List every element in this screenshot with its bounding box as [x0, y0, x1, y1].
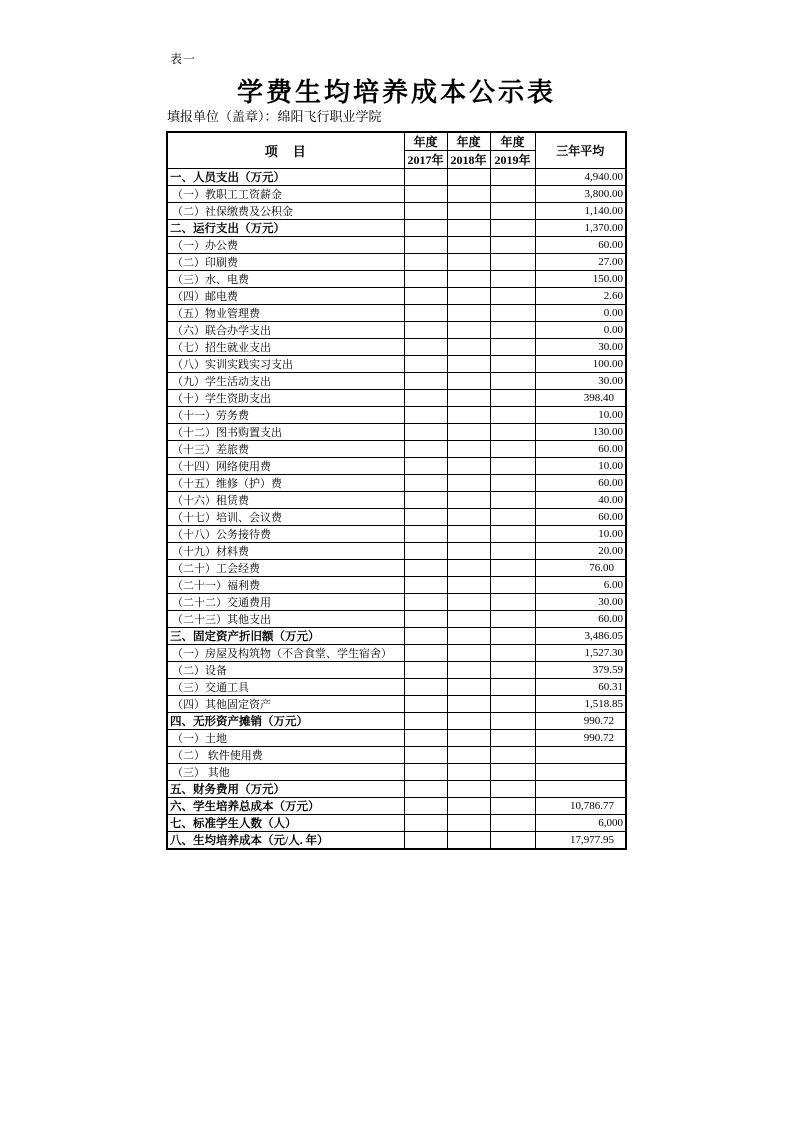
three-year-average-cell: 10.00	[535, 526, 626, 543]
item-label-cell: （二十三）其他支出	[167, 611, 404, 628]
item-label-cell: 七、标准学生人数（人）	[167, 815, 404, 832]
year-2019-value-cell	[490, 390, 535, 407]
year-2017-value-cell	[404, 747, 447, 764]
item-label-cell: （十五）维修（护）费	[167, 475, 404, 492]
item-label-cell: （二）印刷费	[167, 254, 404, 271]
year-2018-value-cell	[447, 730, 490, 747]
year-2018-value-cell	[447, 713, 490, 730]
three-year-average-cell: 1,527.30	[535, 645, 626, 662]
year-2017-value-cell	[404, 594, 447, 611]
table-row	[167, 492, 626, 509]
year-2017-value-cell	[404, 713, 447, 730]
year-2018-value-cell	[447, 662, 490, 679]
table-row	[167, 373, 626, 390]
year-2017-value-cell	[404, 798, 447, 815]
item-label-cell: （十二）图书购置支出	[167, 424, 404, 441]
year-2017-value-cell	[404, 815, 447, 832]
year-2018-value-cell	[447, 679, 490, 696]
three-year-average-cell: 100.00	[535, 356, 626, 373]
table-row	[167, 815, 626, 832]
table-row	[167, 407, 626, 424]
three-year-average-cell: 60.31	[535, 679, 626, 696]
item-label-cell: （十八）公务接待费	[167, 526, 404, 543]
table-row	[167, 662, 626, 679]
table-row	[167, 628, 626, 645]
table-row	[167, 526, 626, 543]
year-2017-value-cell	[404, 662, 447, 679]
item-label-cell: （二）社保缴费及公积金	[167, 203, 404, 220]
item-label-cell: （九）学生活动支出	[167, 373, 404, 390]
year-2019-value-cell	[490, 458, 535, 475]
year-2018-value-cell	[447, 169, 490, 186]
table-row	[167, 203, 626, 220]
year-2018-value-cell	[447, 815, 490, 832]
year-2019-value-cell	[490, 373, 535, 390]
year-2019-value-cell	[490, 220, 535, 237]
item-label-cell: （二）设备	[167, 662, 404, 679]
year-2019-value-cell	[490, 798, 535, 815]
year-2017-value-cell	[404, 339, 447, 356]
year-2019-value-cell	[490, 594, 535, 611]
year-2018-value-cell	[447, 611, 490, 628]
table-row	[167, 781, 626, 798]
table-row	[167, 356, 626, 373]
item-label-cell: 二、运行支出（万元）	[167, 220, 404, 237]
year-header: 年度	[404, 132, 447, 151]
table-row	[167, 288, 626, 305]
year-2018-value-cell	[447, 509, 490, 526]
year-2018-value-cell	[447, 628, 490, 645]
table-row	[167, 254, 626, 271]
item-label-cell: （一）办公费	[167, 237, 404, 254]
year-2017-value-cell	[404, 730, 447, 747]
year-2019-header: 2019年	[490, 151, 535, 169]
item-label-cell: （二十一）福利费	[167, 577, 404, 594]
three-year-average-cell: 30.00	[535, 339, 626, 356]
year-2019-value-cell	[490, 203, 535, 220]
three-year-average-cell	[535, 781, 626, 798]
table-row	[167, 645, 626, 662]
table-row	[167, 560, 626, 577]
three-year-average-cell: 379.59	[535, 662, 626, 679]
year-2019-value-cell	[490, 441, 535, 458]
year-2017-value-cell	[404, 288, 447, 305]
three-year-average-cell	[535, 747, 626, 764]
table-row	[167, 764, 626, 781]
item-label-cell: （三）交通工具	[167, 679, 404, 696]
three-year-average-cell: 17,977.95	[535, 832, 626, 850]
three-year-average-cell: 4,940.00	[535, 169, 626, 186]
three-year-average-cell: 20.00	[535, 543, 626, 560]
year-2017-value-cell	[404, 322, 447, 339]
year-2017-value-cell	[404, 373, 447, 390]
year-header: 年度	[447, 132, 490, 151]
table-row	[167, 832, 626, 850]
item-label-cell: （一）土地	[167, 730, 404, 747]
year-2017-value-cell	[404, 169, 447, 186]
item-label-cell: （十）学生资助支出	[167, 390, 404, 407]
year-2019-value-cell	[490, 509, 535, 526]
item-label-cell: （八）实训实践实习支出	[167, 356, 404, 373]
year-2019-value-cell	[490, 730, 535, 747]
year-2017-value-cell	[404, 458, 447, 475]
year-2019-value-cell	[490, 407, 535, 424]
item-label-cell: （五）物业管理费	[167, 305, 404, 322]
three-year-average-cell: 1,370.00	[535, 220, 626, 237]
year-2018-value-cell	[447, 441, 490, 458]
table-row	[167, 186, 626, 203]
year-2018-value-cell	[447, 186, 490, 203]
year-2019-value-cell	[490, 492, 535, 509]
year-2019-value-cell	[490, 186, 535, 203]
item-label-cell: （三）水、电费	[167, 271, 404, 288]
year-2018-value-cell	[447, 288, 490, 305]
year-2017-value-cell	[404, 441, 447, 458]
year-2018-value-cell	[447, 492, 490, 509]
year-2018-value-cell	[447, 203, 490, 220]
three-year-average-cell: 60.00	[535, 475, 626, 492]
three-year-average-cell	[535, 764, 626, 781]
table-row	[167, 679, 626, 696]
year-2017-value-cell	[404, 356, 447, 373]
year-2019-value-cell	[490, 339, 535, 356]
item-label-cell: 八、生均培养成本（元/人. 年）	[167, 832, 404, 850]
year-2018-value-cell	[447, 747, 490, 764]
item-label-cell: （十一）劳务费	[167, 407, 404, 424]
table-row	[167, 798, 626, 815]
cost-table-header	[167, 132, 626, 169]
table-row	[167, 509, 626, 526]
page-title: 学费生均培养成本公示表	[236, 78, 556, 107]
average-column-header: 三年平均	[535, 132, 626, 169]
year-2019-value-cell	[490, 679, 535, 696]
year-2018-value-cell	[447, 696, 490, 713]
year-2017-value-cell	[404, 611, 447, 628]
item-label-cell: （三） 其他	[167, 764, 404, 781]
year-2018-value-cell	[447, 339, 490, 356]
year-2019-value-cell	[490, 815, 535, 832]
year-2019-value-cell	[490, 424, 535, 441]
three-year-average-cell: 3,486.05	[535, 628, 626, 645]
year-2017-value-cell	[404, 832, 447, 850]
three-year-average-cell: 76.00	[535, 560, 626, 577]
three-year-average-cell: 10.00	[535, 407, 626, 424]
year-2017-value-cell	[404, 679, 447, 696]
year-2019-value-cell	[490, 356, 535, 373]
table-row	[167, 577, 626, 594]
table-row	[167, 696, 626, 713]
year-2019-value-cell	[490, 322, 535, 339]
item-label-cell: （六）联合办学支出	[167, 322, 404, 339]
year-2018-value-cell	[447, 645, 490, 662]
three-year-average-cell: 10.00	[535, 458, 626, 475]
three-year-average-cell: 6,000	[535, 815, 626, 832]
three-year-average-cell: 990.72	[535, 713, 626, 730]
three-year-average-cell: 0.00	[535, 305, 626, 322]
year-2017-value-cell	[404, 628, 447, 645]
year-2018-value-cell	[447, 254, 490, 271]
item-label-cell: 五、财务费用（万元）	[167, 781, 404, 798]
year-2019-value-cell	[490, 254, 535, 271]
year-2019-value-cell	[490, 747, 535, 764]
three-year-average-cell: 1,518.85	[535, 696, 626, 713]
year-2018-value-cell	[447, 220, 490, 237]
table-row	[167, 713, 626, 730]
year-2019-value-cell	[490, 288, 535, 305]
year-2019-value-cell	[490, 781, 535, 798]
year-2017-header: 2017年	[404, 151, 447, 169]
table-row	[167, 441, 626, 458]
year-2017-value-cell	[404, 509, 447, 526]
reporting-unit-line: 填报单位（盖章）：绵阳飞行职业学院	[167, 109, 382, 124]
three-year-average-cell: 60.00	[535, 611, 626, 628]
three-year-average-cell: 60.00	[535, 237, 626, 254]
year-2018-value-cell	[447, 798, 490, 815]
item-label-cell: （二十二）交通费用	[167, 594, 404, 611]
year-2017-value-cell	[404, 424, 447, 441]
year-2018-value-cell	[447, 832, 490, 850]
three-year-average-cell: 150.00	[535, 271, 626, 288]
year-2018-value-cell	[447, 373, 490, 390]
three-year-average-cell: 2.60	[535, 288, 626, 305]
item-label-cell: 三、固定资产折旧额（万元）	[167, 628, 404, 645]
three-year-average-cell: 6.00	[535, 577, 626, 594]
year-2017-value-cell	[404, 407, 447, 424]
table-row	[167, 220, 626, 237]
item-label-cell: （四）邮电费	[167, 288, 404, 305]
table-row	[167, 611, 626, 628]
three-year-average-cell: 398.40	[535, 390, 626, 407]
item-label-cell: （十九）材料费	[167, 543, 404, 560]
item-label-cell: （十六）租赁费	[167, 492, 404, 509]
table-row	[167, 169, 626, 186]
year-2018-value-cell	[447, 764, 490, 781]
year-2019-value-cell	[490, 237, 535, 254]
item-label-cell: （二） 软件使用费	[167, 747, 404, 764]
year-2019-value-cell	[490, 271, 535, 288]
table-row	[167, 594, 626, 611]
table-row	[167, 730, 626, 747]
year-2019-value-cell	[490, 645, 535, 662]
year-2019-value-cell	[490, 764, 535, 781]
year-2017-value-cell	[404, 560, 447, 577]
table-number-label: 表一	[170, 52, 197, 66]
item-label-cell: （十四）网络使用费	[167, 458, 404, 475]
three-year-average-cell: 990.72	[535, 730, 626, 747]
year-2017-value-cell	[404, 254, 447, 271]
three-year-average-cell: 0.00	[535, 322, 626, 339]
year-2018-value-cell	[447, 560, 490, 577]
item-label-cell: （四）其他固定资产	[167, 696, 404, 713]
year-2018-value-cell	[447, 407, 490, 424]
item-label-cell: （十三）差旅费	[167, 441, 404, 458]
table-row	[167, 339, 626, 356]
year-2017-value-cell	[404, 390, 447, 407]
item-label-cell: （一）教职工工资薪金	[167, 186, 404, 203]
item-label-cell: 六、学生培养总成本（万元）	[167, 798, 404, 815]
year-2018-value-cell	[447, 237, 490, 254]
table-row	[167, 424, 626, 441]
year-2017-value-cell	[404, 781, 447, 798]
year-2018-value-cell	[447, 543, 490, 560]
year-2019-value-cell	[490, 577, 535, 594]
cost-table-body	[167, 169, 626, 850]
year-2019-value-cell	[490, 662, 535, 679]
item-label-cell: （二十）工会经费	[167, 560, 404, 577]
year-2017-value-cell	[404, 186, 447, 203]
year-2018-value-cell	[447, 781, 490, 798]
year-2018-value-cell	[447, 424, 490, 441]
table-row	[167, 305, 626, 322]
year-2017-value-cell	[404, 696, 447, 713]
three-year-average-cell: 40.00	[535, 492, 626, 509]
table-row	[167, 475, 626, 492]
year-2017-value-cell	[404, 237, 447, 254]
year-2019-value-cell	[490, 713, 535, 730]
item-label-cell: 四、无形资产摊销（万元）	[167, 713, 404, 730]
year-2017-value-cell	[404, 305, 447, 322]
year-2017-value-cell	[404, 271, 447, 288]
year-2017-value-cell	[404, 492, 447, 509]
year-2019-value-cell	[490, 305, 535, 322]
year-2018-value-cell	[447, 577, 490, 594]
year-2018-value-cell	[447, 390, 490, 407]
table-row	[167, 543, 626, 560]
three-year-average-cell: 30.00	[535, 373, 626, 390]
year-2017-value-cell	[404, 475, 447, 492]
cost-table	[166, 131, 627, 850]
year-2017-value-cell	[404, 577, 447, 594]
three-year-average-cell: 27.00	[535, 254, 626, 271]
year-2018-value-cell	[447, 271, 490, 288]
year-header: 年度	[490, 132, 535, 151]
year-2017-value-cell	[404, 764, 447, 781]
year-2018-header: 2018年	[447, 151, 490, 169]
year-2017-value-cell	[404, 203, 447, 220]
year-2019-value-cell	[490, 475, 535, 492]
three-year-average-cell: 1,140.00	[535, 203, 626, 220]
year-2017-value-cell	[404, 220, 447, 237]
year-2019-value-cell	[490, 611, 535, 628]
year-2018-value-cell	[447, 322, 490, 339]
item-label-cell: （十七）培训、会议费	[167, 509, 404, 526]
table-row	[167, 390, 626, 407]
year-2017-value-cell	[404, 526, 447, 543]
three-year-average-cell: 60.00	[535, 509, 626, 526]
year-2019-value-cell	[490, 526, 535, 543]
item-label-cell: 一、人员支出（万元）	[167, 169, 404, 186]
year-2018-value-cell	[447, 475, 490, 492]
year-2019-value-cell	[490, 832, 535, 850]
year-2018-value-cell	[447, 356, 490, 373]
year-2019-value-cell	[490, 560, 535, 577]
year-2018-value-cell	[447, 594, 490, 611]
year-2017-value-cell	[404, 645, 447, 662]
year-2018-value-cell	[447, 458, 490, 475]
item-label-cell: （七）招生就业支出	[167, 339, 404, 356]
table-row	[167, 458, 626, 475]
item-label-cell: （一）房屋及构筑物（不含食堂、学生宿舍）	[167, 645, 404, 662]
year-2017-value-cell	[404, 543, 447, 560]
item-column-header: 项 目	[167, 132, 404, 169]
year-2018-value-cell	[447, 305, 490, 322]
year-2018-value-cell	[447, 526, 490, 543]
three-year-average-cell: 60.00	[535, 441, 626, 458]
year-2019-value-cell	[490, 169, 535, 186]
year-2019-value-cell	[490, 628, 535, 645]
three-year-average-cell: 10,786.77	[535, 798, 626, 815]
table-row	[167, 322, 626, 339]
table-row	[167, 747, 626, 764]
table-row	[167, 271, 626, 288]
three-year-average-cell: 30.00	[535, 594, 626, 611]
three-year-average-cell: 130.00	[535, 424, 626, 441]
table-row	[167, 237, 626, 254]
year-2019-value-cell	[490, 543, 535, 560]
year-2019-value-cell	[490, 696, 535, 713]
three-year-average-cell: 3,800.00	[535, 186, 626, 203]
